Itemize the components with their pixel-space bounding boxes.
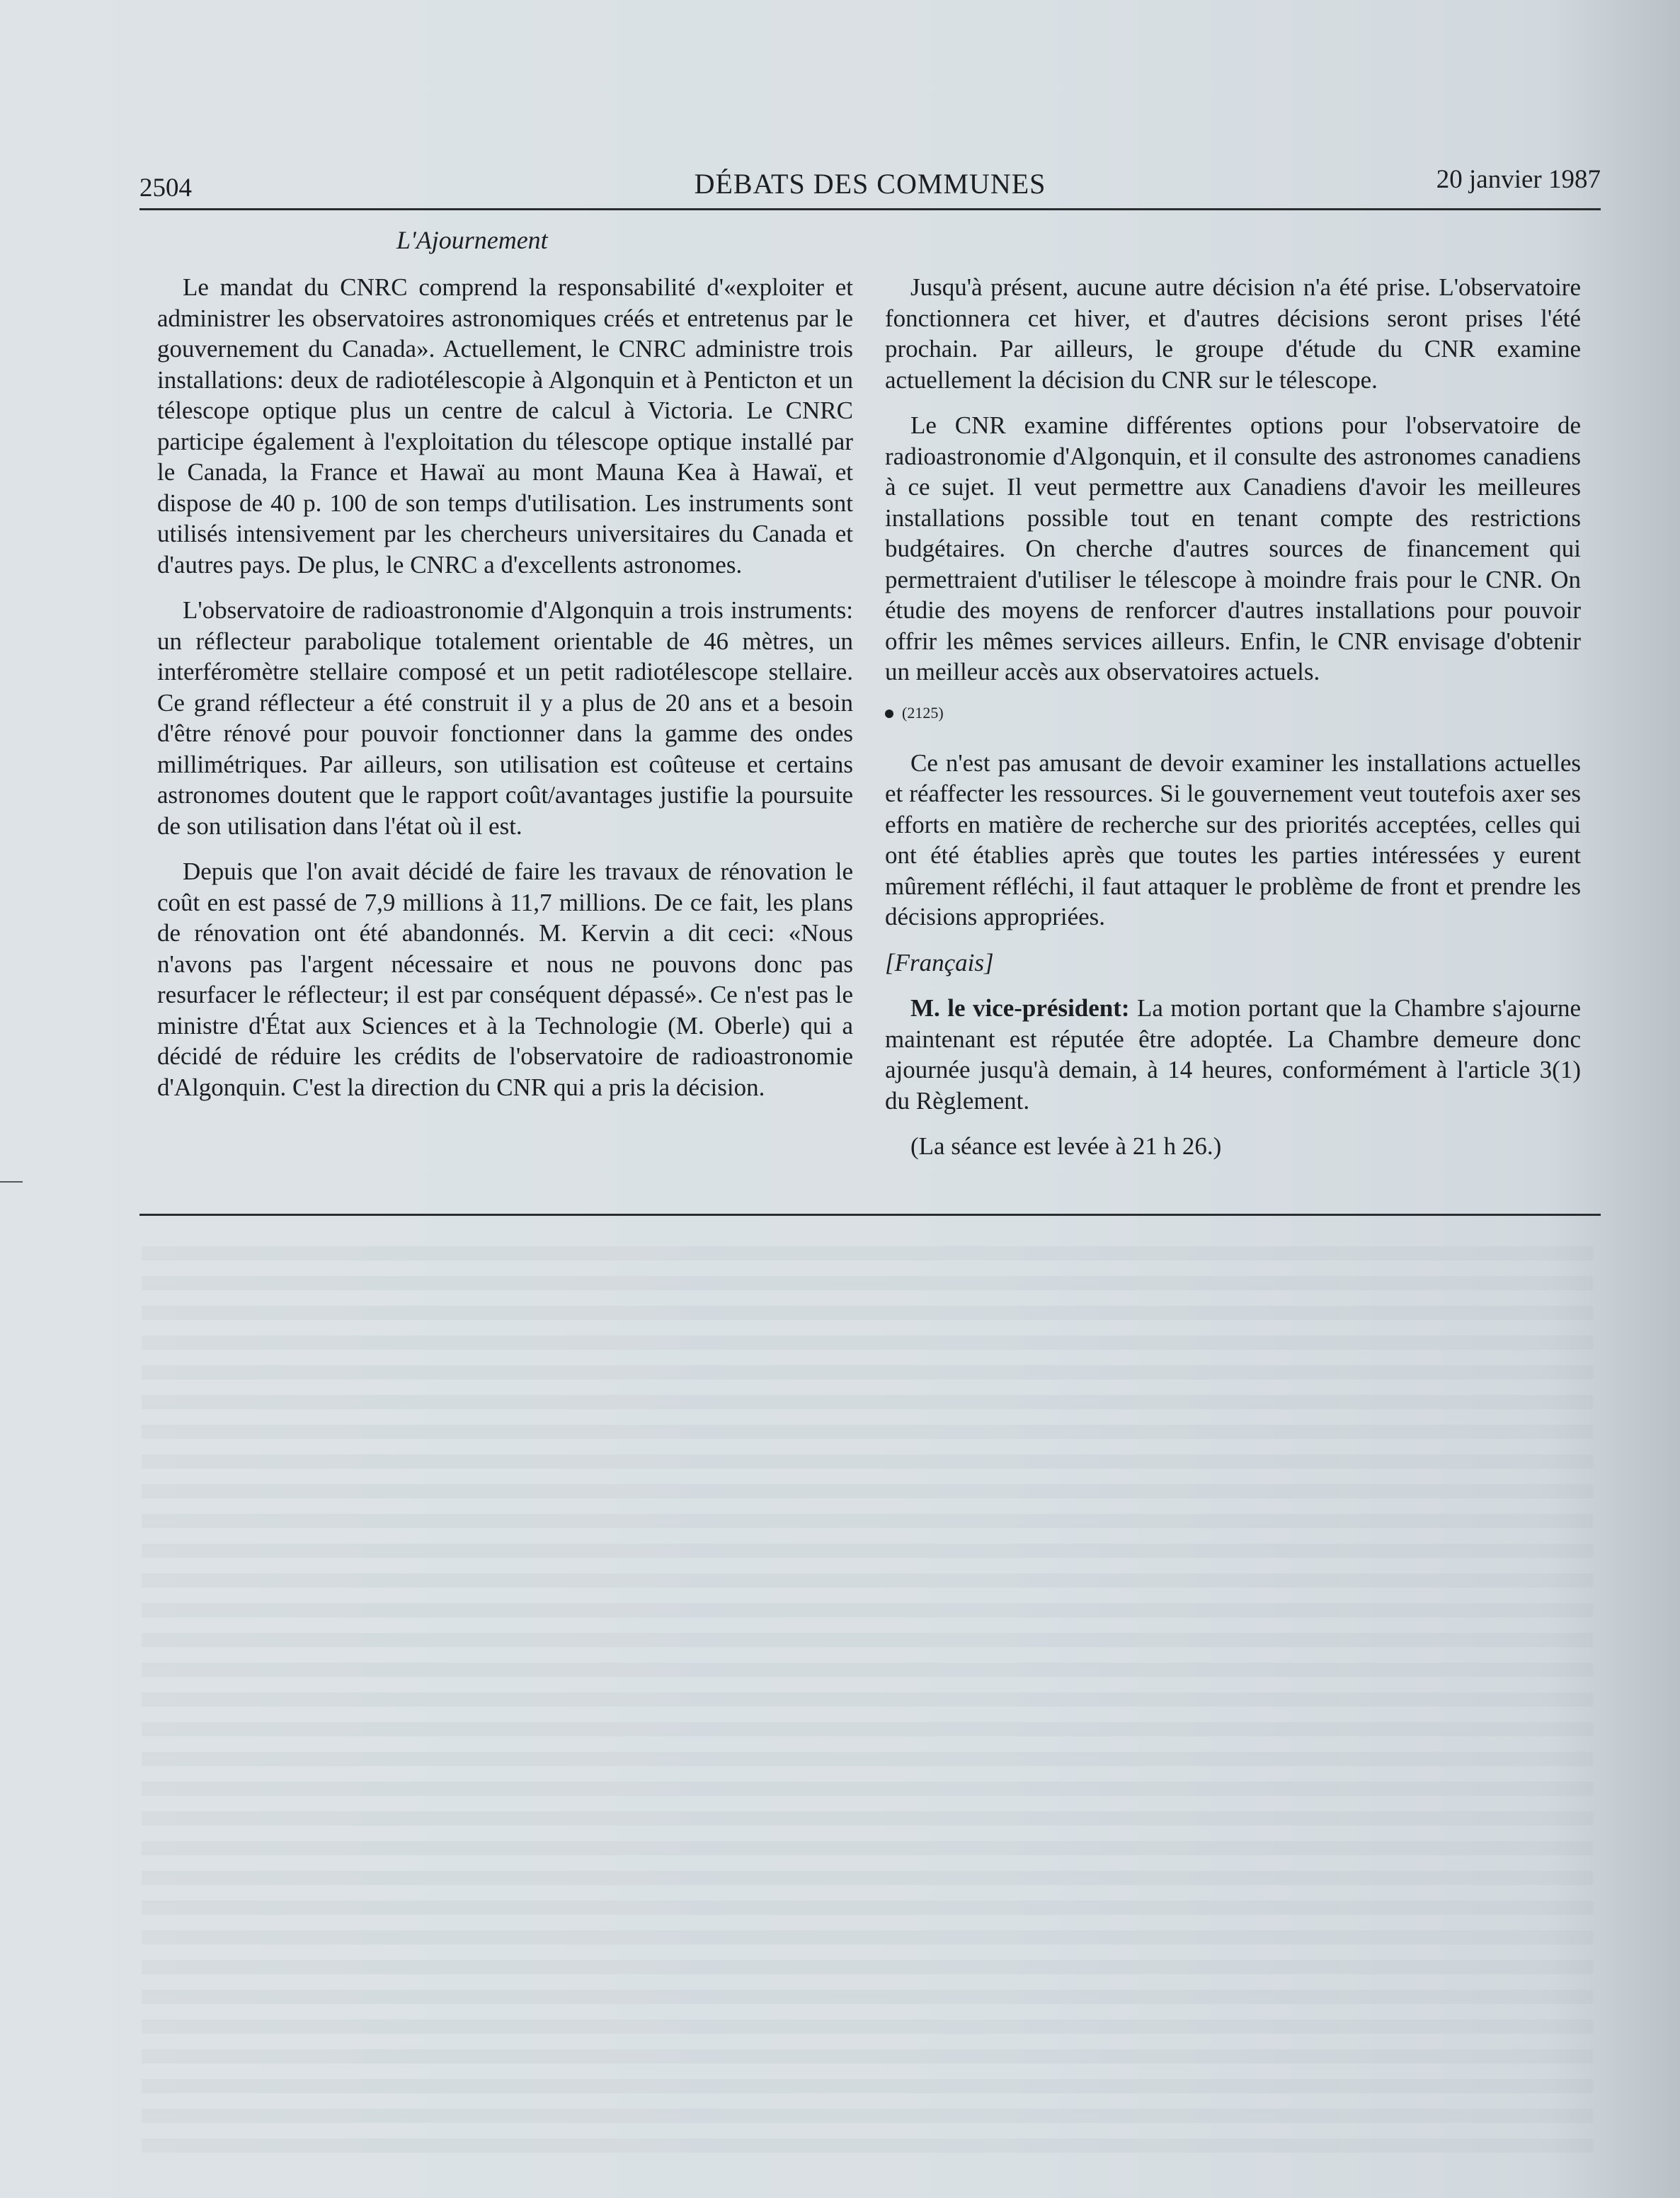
language-label [885,947,1581,979]
footer-rule [139,1214,1601,1216]
page-header [139,164,1601,207]
paragraph: Depuis que l'on avait décidé de faire les travaux de rénovation le coût en est passé de 7,9 millions à 11,7 millions. De ce fait, les plans de rénovation ont été abandonnés. M. Kervin a dit ceci: «Nous n'avons pas l'argent nécessaire et nous ne pouvons donc pas resurfacer le réflecteur; il est par conséquent dépassé». Ce n'est pas le ministre d'État aux Sciences et à la Technologie (M. Oberle) qui a décidé de réduire les crédits de l'observatoire de radioastronomie d'Algonquin. C'est la direction du CNR qui a pris la décision. [157,858,853,1101]
paragraph: Le mandat du CNRC comprend la responsabilité d'«exploiter et administrer les observatoires astronomiques créés et entretenus par le gouvernement du Canada». Actuellement, le CNRC administre trois installations: deux de radiotélescopie à Algonquin et à Penticton et un télescope optique plus un centre de calcul à Victoria. Le CNRC participe également à l'exploitation du télescope optique installé par le Canada, la France et Hawaï au mont Mauna Kea à Hawaï, et dispose de 40 p. 100 de son temps d'utilisation. Les instruments sont utilisés intensivement par les chercheurs universitaires du Canada et d'autres pays. De plus, le CNRC a d'excellents astronomes. [157,273,853,579]
paragraph: Ce n'est pas amusant de devoir examiner les installations actuelles et réaffecter les ressources. Si le gouvernement veut toutefois axer ses efforts en matière de recherche sur des priorités acceptées, celles qui ont été établies après que toutes les parties intéressées y eurent mûrement réfléchi, il faut attaquer le problème de front et prendre les décisions appropriées. [885,748,1581,930]
paragraph: Le CNR examine différentes options pour l'observatoire de radioastronomie d'Algonquin, et il consulte des astronomes canadiens à ce sujet. Il veut permettre aux Canadiens d'avoir les meilleures installations possible tout en tenant compte des restrictions budgétaires. On cherche d'autres sources de financement qui permettraient d'utiliser le télescope à moindre frais pour le CNR. On étudie des moyens de renforcer d'autres installations pour pouvoir offrir les mêmes services ailleurs. Enfin, le CNR envisage d'obtenir un meilleur accès aux observatoires actuels. [885,411,1581,685]
time-marker-label: (2125) [902,703,944,722]
bullet-icon [885,710,893,718]
paragraph: Jusqu'à présent, aucune autre décision n'a été prise. L'observatoire fonctionnera cet hiver, et d'autres décisions seront prises l'été prochain. Par ailleurs, le groupe d'étude du CNR examine actuellement la décision du CNR sur le télescope. [885,273,1581,394]
header-date: 20 janvier 1987 [1436,165,1601,194]
paragraph: L'observatoire de radioastronomie d'Algonquin a trois instruments: un réflecteur parabolique totalement orientable de 46 mètres, un interféromètre stellaire composé et un petit radiotélescope stellaire. Ce grand réflecteur a été construit il y a plus de 20 ans et a besoin d'être rénové pour pouvoir fonctionner dans la gamme des ondes millimétriques. Par ailleurs, son utilisation est coûteuse et certains astronomes doutent que le rapport coût/avantages justifie la poursuite de son utilisation dans l'état où il est. [157,596,853,840]
header-rule [139,208,1601,210]
closing-note: (La séance est levée à 21 h 26.) [910,1132,1222,1160]
publication-title: DÉBATS DES COMMUNES [694,168,1046,200]
bleed-through-area [142,1246,1593,2167]
margin-mark [0,1181,23,1183]
speaker-name: M. le vice-président: [910,994,1130,1022]
speaker-paragraph [885,993,1581,1116]
section-title: L'Ajournement [396,226,548,254]
language-label-text: [Français] [885,948,994,976]
speaker-text: La motion portant que la Chambre s'ajourne maintenant est réputée être adoptée. La Chambre demeure donc ajournée jusqu'à demain, à 14 heures, conformément à l'article 3(1) du Règlement. [885,994,1582,1115]
time-marker [885,702,1581,724]
page-number: 2504 [139,173,192,203]
left-column [157,272,853,1117]
right-column [885,272,1581,1177]
